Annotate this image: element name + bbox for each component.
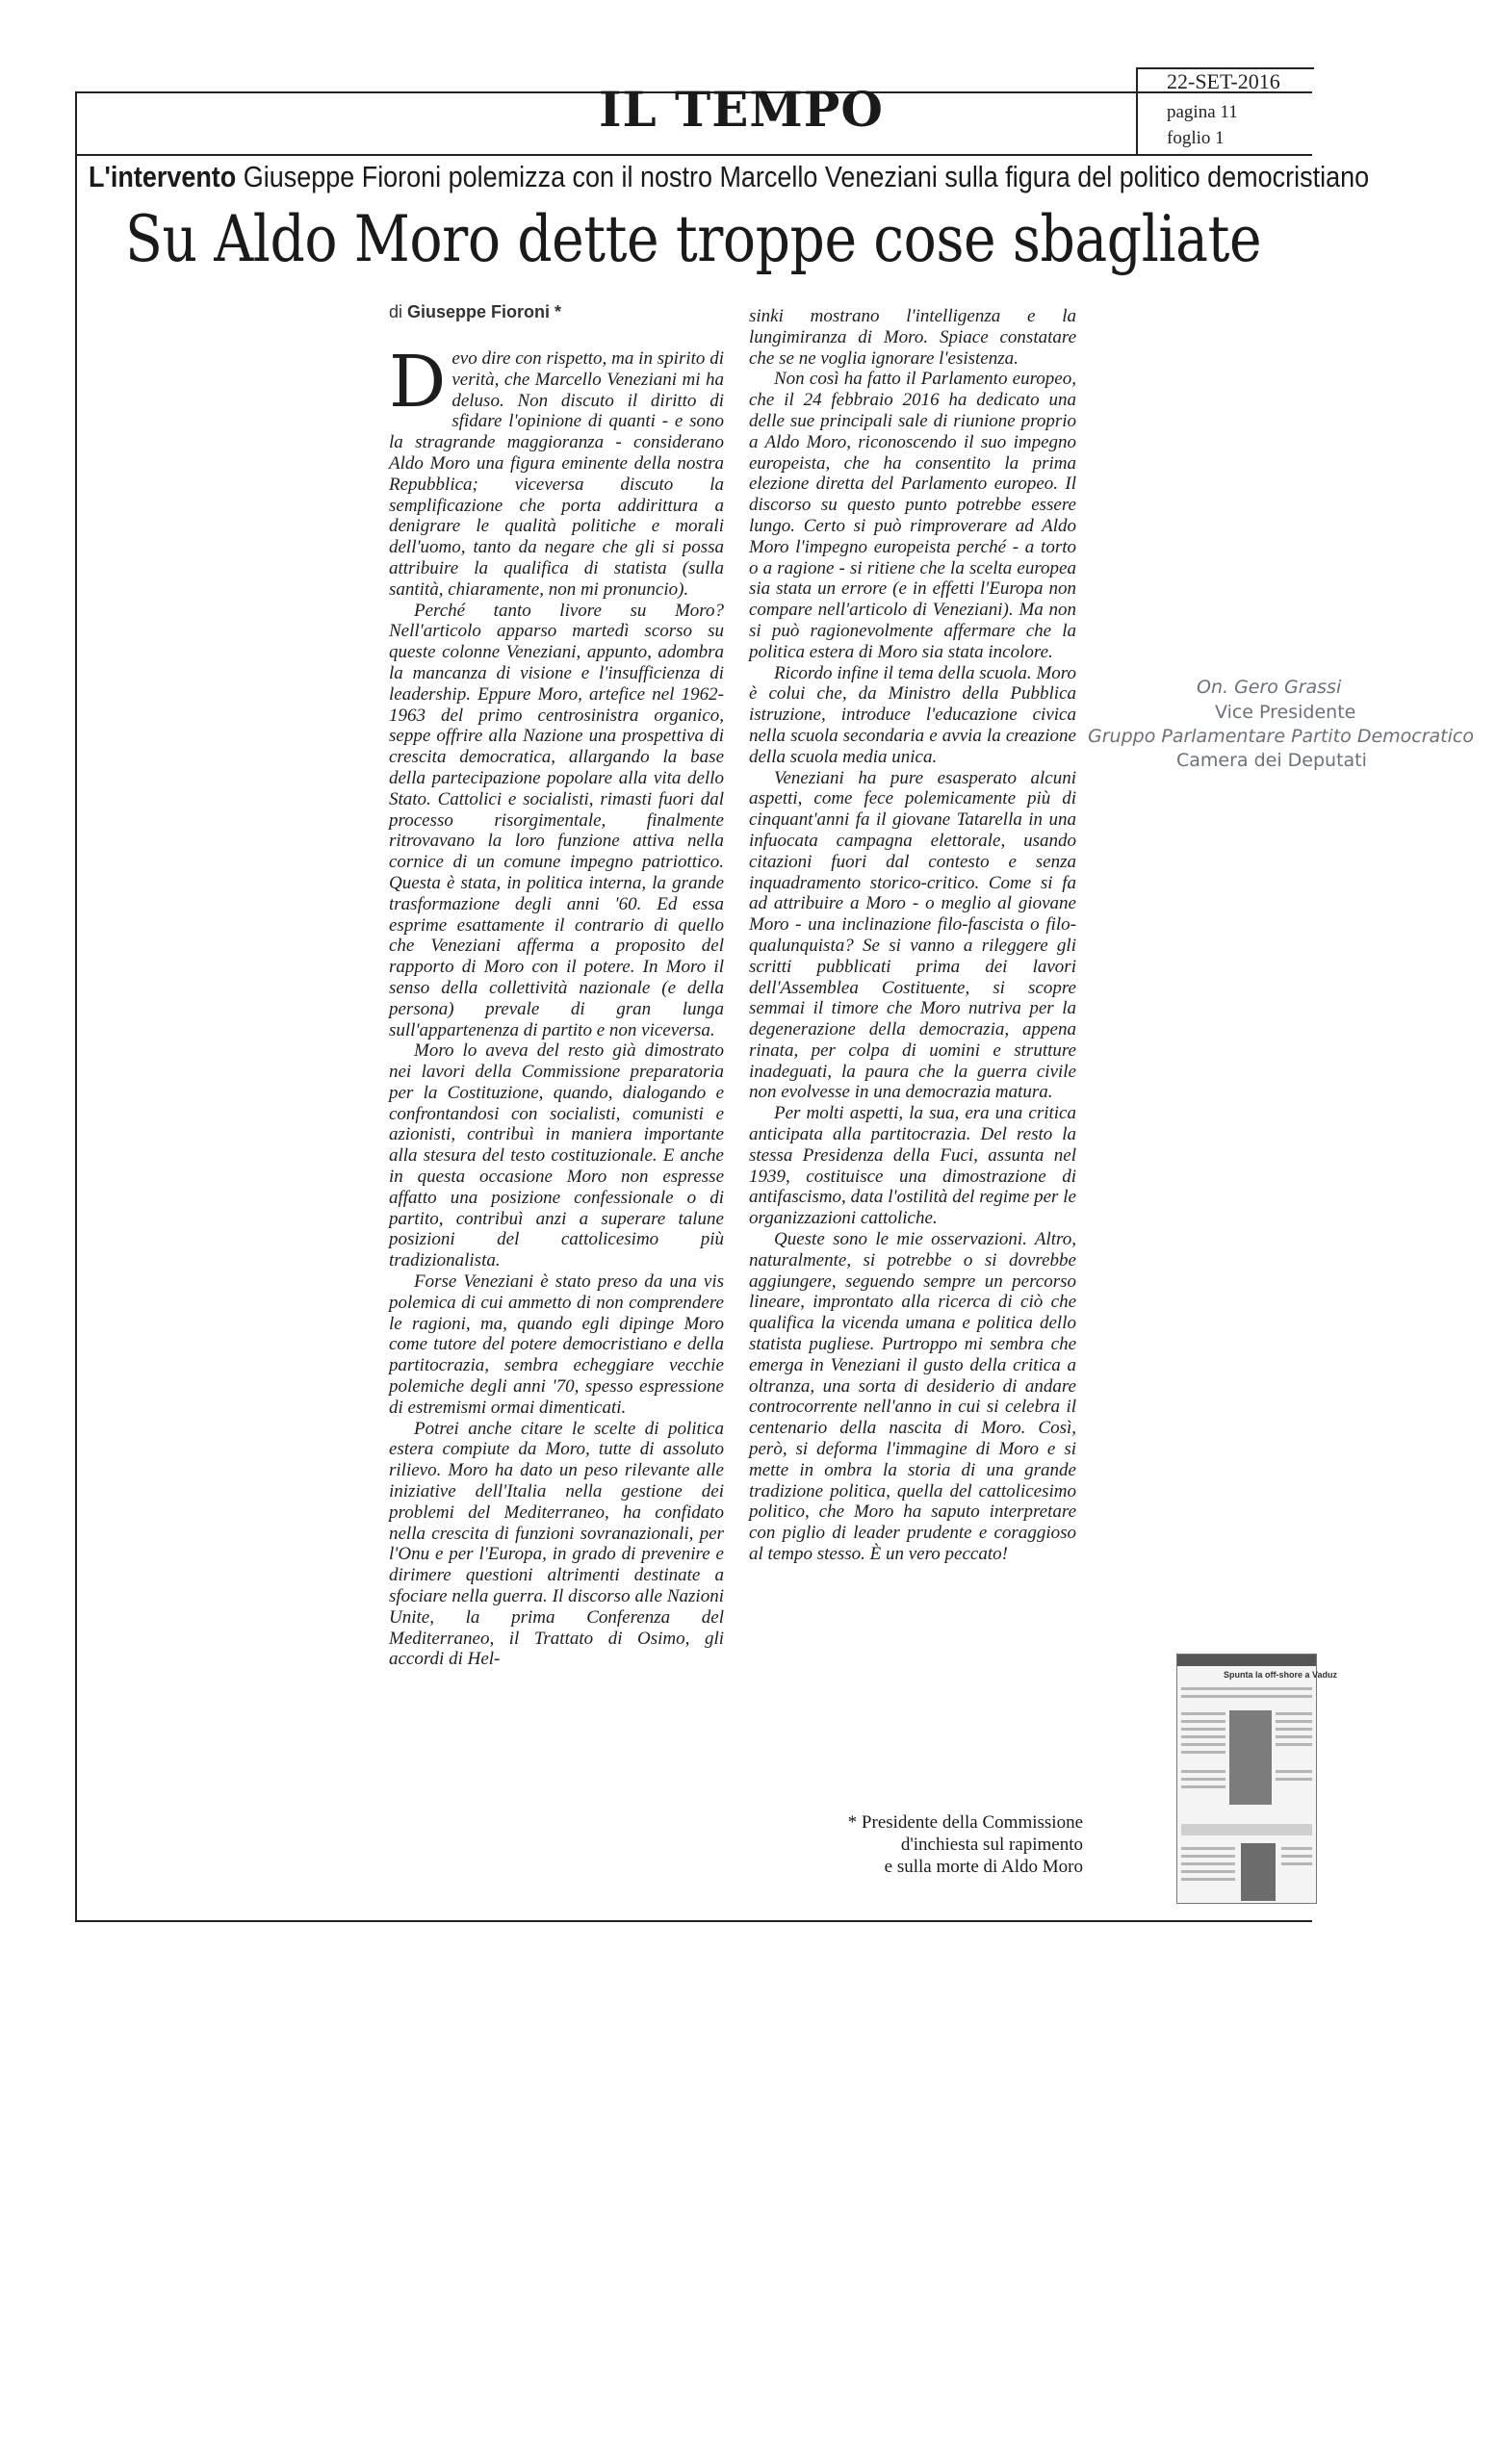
byline <box>389 302 561 322</box>
clipping-sheet: foglio 1 <box>1167 128 1225 148</box>
thumbnail-text-line <box>1181 1751 1225 1754</box>
thumbnail-photo <box>1229 1710 1272 1805</box>
paragraph: Ricordo infine il tema della scuola. Moro è colui che, da Ministro della Pubblica istruzione, introduce l'educazione civica nella scuola secondaria e avvia la creazione della scuola media unica. <box>749 662 1076 767</box>
thumbnail-text-line <box>1276 1720 1312 1723</box>
kicker-row <box>89 160 1370 194</box>
stamp-group: Gruppo Parlamentare Partito Democratico <box>1088 726 1474 747</box>
paragraph: Veneziani ha pure esasperato alcuni aspetti, come fece polemicamente più di cinquant'anni fa il giovane Tatarella in una infuocata campagna elettorale, usando citazioni fuori dal contesto e senza inquadramento storico-critico. Come si fa ad attribuire a Moro - o meglio al giovane Moro - una inclinazione filo-fascista o filo-qualunquista? Se si vanno a rileggere gli scritti pubblicati prima dei lavori dell'Assemblea Costituente, si scopre semmai il timore che Moro nutriva per la degenerazione della democrazia, appena rinata, per colpa di uomini e strutture inadeguati, la paura che la guerra civile non evolvesse in una democrazia matura. <box>749 767 1076 1103</box>
thumbnail-text-line <box>1181 1712 1225 1715</box>
footnote-line: * Presidente della Commissione <box>847 1812 1083 1833</box>
paragraph: Forse Veneziani è stato preso da una vis polemica di cui ammetto di non comprendere le ragioni, ma, quando egli dipinge Moro come tutore del potere democristiano e della partitocrazia, sembra echeggiare vecchie polemiche degli anni '70, spesso espressione di estremismi ormai dimenticati. <box>389 1271 724 1418</box>
page-thumbnail <box>1176 1654 1338 1904</box>
paragraph: Non così ha fatto il Parlamento europeo, che il 24 febbraio 2016 ha dedicato una delle sue principali sale di riunione proprio a Aldo Moro, riconoscendo il suo impegno europeista, che ha consentito la prima elezione diretta del Parlamento europeo. Il discorso su questo punto potrebbe essere lungo. Certo si può rimproverare ad Aldo Moro l'impegno europeista perché - a torto o a ragione - si ritiene che la scelta europea sia stata un errore (e in effetti l'Europa non compare nell'articolo di Veneziani). Ma non si può ragionevolmente affermare che la politica estera di Moro sia stata incolore. <box>749 369 1076 662</box>
newspaper-masthead: IL TEMPO <box>599 81 884 138</box>
byline-prefix: di <box>389 302 403 321</box>
thumbnail-text-line <box>1181 1687 1312 1690</box>
author-footnote <box>804 1811 1083 1878</box>
thumbnail-text-line <box>1181 1735 1225 1738</box>
paragraph: sinki mostrano l'intelligenza e la lungimiranza di Moro. Spiace constatare che se ne voglia ignorare l'esistenza. <box>749 306 1076 369</box>
thumbnail-text-line <box>1281 1855 1312 1858</box>
thumbnail-text-line <box>1276 1712 1312 1715</box>
paragraph-text: evo dire con rispetto, ma in spirito di verità, che Marcello Veneziani mi ha deluso. Non discuto il diritto di sfidare l'opinione di quanti - e sono la stragrande maggioranza - considerano Aldo Moro una figura eminente della nostra Repubblica; viceversa discuto la semplificazione che porta addirittura a denigrare le qualità politiche e morali dell'uomo, tanto da negare che gli si possa attribuire la qualifica di statista (sulla santità, chiaramente, non mi pronuncio). <box>389 348 724 600</box>
byline-author: Giuseppe Fioroni * <box>407 302 562 321</box>
thumbnail-text-line <box>1181 1870 1235 1873</box>
thumbnail-text-line <box>1181 1743 1225 1746</box>
thumbnail-text-line <box>1181 1855 1235 1858</box>
thumbnail-photo <box>1241 1843 1276 1901</box>
thumbnail-text-line <box>1181 1847 1235 1850</box>
drop-cap: D <box>389 341 447 424</box>
thumbnail-text-line <box>1181 1728 1225 1731</box>
paragraph <box>389 341 724 601</box>
thumbnail-text-line <box>1276 1743 1312 1746</box>
section-kicker: L'intervento <box>89 160 237 193</box>
thumbnail-text-line <box>1181 1785 1225 1788</box>
stamp-chamber: Camera dei Deputati <box>1176 750 1367 771</box>
article-column-right <box>749 306 1076 1565</box>
thumbnail-text-line <box>1181 1862 1235 1865</box>
thumbnail-text-line <box>1281 1862 1312 1865</box>
clipping-page: pagina 11 <box>1167 102 1238 122</box>
thumbnail-text-line <box>1181 1778 1225 1781</box>
thumbnail-text-line <box>1181 1695 1312 1698</box>
article-column-left <box>389 341 724 1670</box>
thumbnail-text-line <box>1276 1778 1312 1781</box>
clipping-date: 22-SET-2016 <box>1167 69 1280 93</box>
paragraph: Perché tanto livore su Moro? Nell'articolo apparso martedì scorso su queste colonne Veneziani, appunto, adombra la mancanza di visione e l'insufficienza di leadership. Eppure Moro, artefice nel 1962-1963 del primo centrosinistra organico, seppe offrire alla Nazione una prospettiva di crescita democratica, allargando la base della partecipazione popolare alla vita dello Stato. Cattolici e socialisti, rimasti fuori dal processo risorgimentale, finalmente ritrovavano la loro funzione attiva nella cornice di un comune impegno patriottico. Questa è stata, in politica interna, la grande trasformazione degli anni '60. Ed essa esprime esattamente il contrario di quello che Veneziani afferma a proposito del rapporto di Moro con il potere. In Moro il senso della collettività nazionale (e della persona) prevale di gran lunga sull'appartenenza di partito e non viceversa. <box>389 600 724 1040</box>
thumbnail-text-line <box>1181 1720 1225 1723</box>
stamp-role: Vice Presidente <box>1215 702 1356 723</box>
thumbnail-text-line <box>1276 1728 1312 1731</box>
article-headline: Su Aldo Moro dette troppe cose sbagliate <box>125 202 1262 276</box>
kicker-summary: Giuseppe Fioroni polemizza con il nostro Marcello Veneziani sulla figura del politico democristiano <box>243 160 1370 193</box>
header-rule <box>75 154 1312 156</box>
thumbnail-text-line <box>1281 1847 1312 1850</box>
footnote-line: e sulla morte di Aldo Moro <box>884 1857 1083 1877</box>
paragraph: Potrei anche citare le scelte di politica estera compiute da Moro, tutte di assoluto rilievo. Moro ha dato un peso rilevante alle iniziative dell'Italia nella gestione dei problemi del Mediterraneo, ha confidato nella crescita di funzioni sovranazionali, per l'Onu e per l'Europa, in grado di prevenire e dirimere questioni altrimenti destinate a sfociare nella guerra. Il discorso alle Nazioni Unite, la prima Conferenza del Mediterraneo, il Trattato di Osimo, gli accordi di Hel- <box>389 1418 724 1670</box>
thumbnail-text-line <box>1276 1735 1312 1738</box>
frame-bottom-rule <box>75 1920 1312 1922</box>
thumbnail-text-line <box>1276 1770 1312 1773</box>
frame-left-rule <box>75 91 77 1920</box>
paragraph: Moro lo aveva del resto già dimostrato nei lavori della Commissione preparatoria per la Costituzione, quando, dialogando e confrontandosi con socialisti, comunisti e azionisti, contribuì in maniera importante alla stesura del testo costituzionale. E anche in questa occasione Moro non espresse affatto una posizione confessionale o di partito, contribuì anzi a superare talune posizioni del cattolicesimo più tradizionalista. <box>389 1040 724 1271</box>
paragraph: Queste sono le mie osservazioni. Altro, naturalmente, si potrebbe o si dovrebbe aggiungere, seguendo sempre un percorso lineare, improntato alla ricerca di ciò che qualifica la vicenda umana e politica dello statista pugliese. Purtroppo mi sembra che emerga in Veneziani il gusto della critica a oltranza, una sorta di desiderio di andare controcorrente nell'anno in cui si celebra il centenario della nascita di Moro. Così, però, si deforma l'immagine di Moro e si mette in ombra la storia di una grande tradizione politica, quella del cattolicesimo politico, che Moro ha saputo interpretare con piglio di leader prudente e coraggioso al tempo stesso. È un vero peccato! <box>749 1229 1076 1565</box>
thumbnail-headline: Spunta la off-shore a Vaduz <box>1224 1670 1338 1680</box>
thumbnail-header-bar <box>1177 1655 1316 1666</box>
thumbnail-caption-bar <box>1181 1824 1312 1835</box>
stamp-name: On. Gero Grassi <box>1197 677 1342 698</box>
footnote-line: d'inchiesta sul rapimento <box>900 1835 1083 1855</box>
thumbnail-text-line <box>1181 1878 1235 1881</box>
paragraph: Per molti aspetti, la sua, era una critica anticipata alla partitocrazia. Del resto la stessa Presidenza della Fuci, assunta nel 1939, costituisce una dimostrazione di antifascismo, data l'ostilità del regime per le organizzazioni cattoliche. <box>749 1103 1076 1229</box>
thumbnail-text-line <box>1181 1770 1225 1773</box>
